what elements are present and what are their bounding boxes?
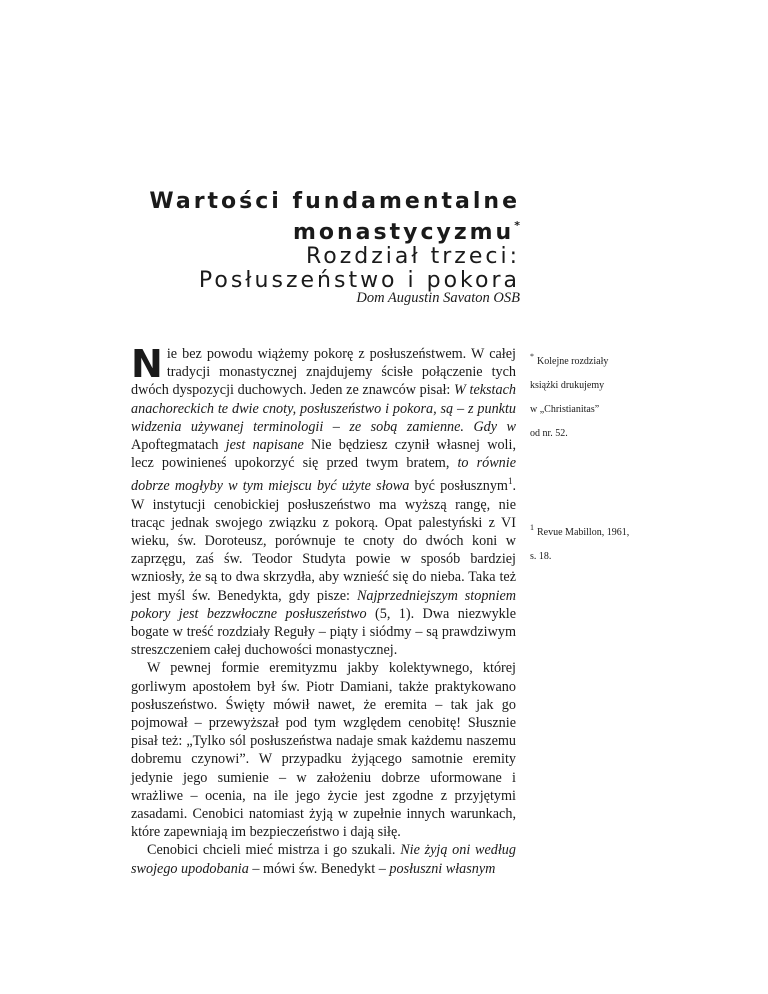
p3-italic-d: posłuszni własnym: [389, 860, 496, 877]
p3-text-c: – mówi św. Benedykt –: [248, 860, 390, 877]
article-title: [149, 190, 520, 293]
margin-note-1-mark: *: [530, 352, 534, 361]
footnote-ref-1: 1: [507, 476, 513, 487]
article-body: [131, 342, 516, 878]
p1-text-c: Apoftegmatach: [131, 437, 219, 454]
margin-note-2-line-2: s. 18.: [530, 551, 552, 562]
paragraph-3: [131, 841, 516, 877]
margin-note-2-line-1: [530, 516, 660, 545]
paragraph-2: W pewnej formie eremityzmu jakby kolektywnego, której gorliwym apostołem był św. Piotr Damiani, także praktykowano posłuszeństwo. Święty mówił nawet, że eremita – tak jak go pojmował – przewyższał pod tym względem cenobitę! Słusznie pisał też: „Tylko sól posłuszeństwa nadaje smak każdemu naszemu dobremu czynowi”. W przypadku żyjącego samotnie eremity jedynie jego sumienie – w założeniu dobrze uformowane i wrażliwe – ocenia, na ile jego życie jest zgodne z przyjętymi zasadami. Cenobici natomiast żyją w zupełnie innych warunkach, które zapewniają im bezpieczeństwo i dają siłę.: [131, 660, 516, 841]
p1-text-e: Nie będziesz czynił własnej woli, lecz powinieneś upokorzyć się przed twym bratem,: [131, 437, 516, 472]
margin-notes: [530, 345, 660, 569]
p3-text-a: Cenobici chcieli mieć mistrza i go szukali.: [147, 842, 401, 859]
p1-italic-f: to równie dobrze mogłyby w tym miejscu być użyte słowa: [131, 455, 516, 495]
margin-note-1-line-3: w „Christianitas”: [530, 404, 600, 415]
p1-text-j: (5, 1). Dwa niezwykle bogate w treść rozdziały Reguły – piąty i siódmy – są prawdziwym streszczeniem całej duchowości monastycznej.: [131, 605, 516, 659]
p1-text-a: ie bez powodu wiążemy pokorę z posłuszeństwem. W całej tradycji monastycznej znajdujemy ścisłe połączenie tych dwóch dyspozycji duchowych. Jeden ze znawców pisał:: [131, 346, 516, 399]
p1-italic-i: Najprzedniejszym stopniem pokory jest bezzwłoczne posłuszeństwo: [131, 587, 516, 622]
p3-italic-b: Nie żyją oni według swojego upodobania: [131, 842, 516, 877]
title-line-4: Posłuszeństwo i pokora: [198, 268, 520, 293]
margin-note-1-text: Kolejne rozdziały: [537, 356, 609, 367]
p1-text-g: być posłusznym: [414, 478, 508, 495]
p1-italic-d: jest napisane: [218, 437, 312, 454]
margin-note-2-mark: 1: [530, 523, 534, 532]
margin-note-1-line-4: od nr. 52.: [530, 428, 568, 439]
margin-note-2-text: Revue Mabillon, 1961,: [537, 527, 630, 538]
title-line-3: Rozdział trzeci:: [305, 244, 520, 269]
margin-note-1-line-1: [530, 345, 660, 374]
title-line-2: [149, 214, 520, 245]
p1-italic-b: W tekstach anachoreckich te dwie cnoty, posłuszeństwo i pokora, są – z punktu widzenia używanej terminologii – ze sobą zamienne. Gdy w: [131, 382, 516, 435]
author-byline: Dom Augustin Savaton OSB: [356, 290, 520, 306]
drop-cap: N: [131, 342, 163, 386]
title-line-2-text: monastycyzmu: [292, 220, 515, 245]
paragraph-1: [131, 342, 516, 659]
margin-note-1-line-2: książki drukujemy: [530, 380, 605, 391]
title-footnote-mark: *: [514, 219, 520, 232]
p1-text-h: . W instytucji cenobickiej posłuszeństwo ma wyższą rangę, nie tracąc jednak swojego związku z pokorą. Opat palestyński z VI wieku, św. Doroteusz, porównuje te cnoty do dwóch koni w zaprzęgu, zaś św. Teodor Studyta powie w sposób bardziej wzniosły, że są to dwa skrzydła, aby wznieść się do nieba. Taka też jest myśl św. Benedykta, gdy pisze:: [131, 478, 516, 604]
title-line-1: Wartości fundamentalne: [149, 189, 520, 214]
